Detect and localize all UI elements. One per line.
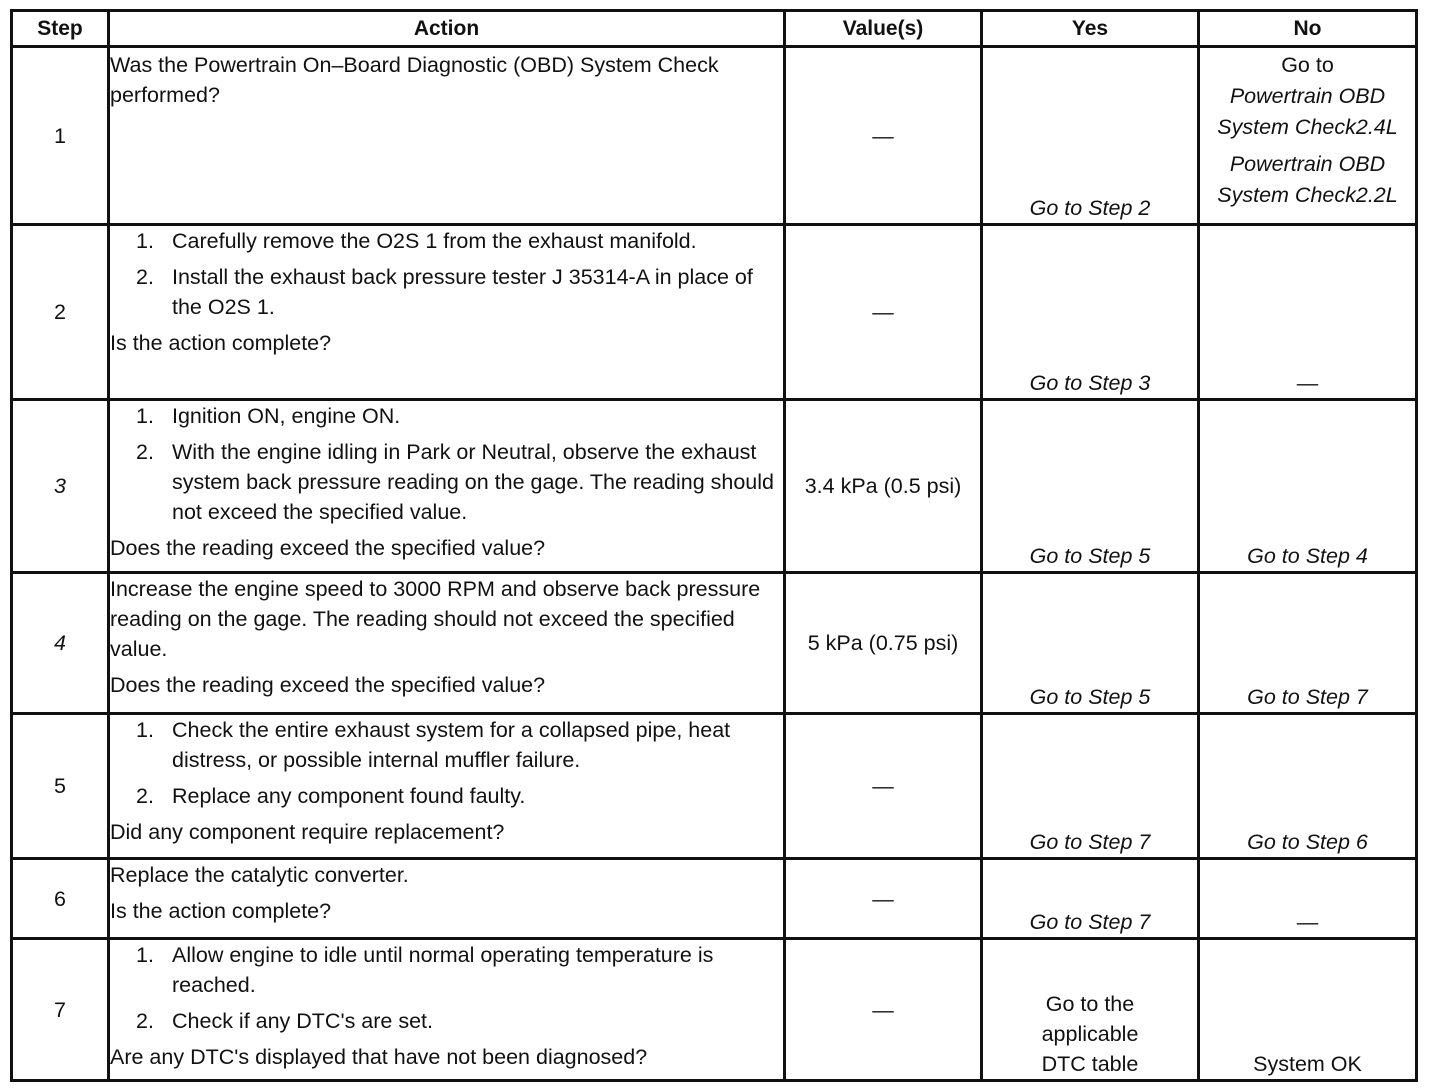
action-item-number: 2. bbox=[136, 1009, 154, 1033]
no-cell: Go to Step 6 bbox=[1199, 714, 1417, 859]
yes-cell: Go to Step 2 bbox=[982, 47, 1199, 225]
action-list bbox=[110, 226, 783, 322]
header-step: Step bbox=[12, 11, 109, 47]
action-item-text: Check the entire exhaust system for a collapsed pipe, heat distress, or possible internal muffler failure. bbox=[172, 718, 731, 772]
step-number: 3 bbox=[12, 400, 109, 573]
action-item bbox=[110, 437, 783, 527]
header-action: Action bbox=[109, 11, 785, 47]
action-item-number: 2. bbox=[136, 265, 154, 289]
yes-line: Go to the bbox=[1045, 992, 1135, 1016]
action-item-number: 1. bbox=[136, 229, 154, 253]
step-number: 5 bbox=[12, 714, 109, 859]
action-item bbox=[110, 226, 783, 256]
step-number: 4 bbox=[12, 573, 109, 714]
diagnostic-table bbox=[10, 9, 1418, 1082]
step-number: 6 bbox=[12, 859, 109, 939]
action-cell bbox=[109, 859, 785, 939]
no-ref2-line2: System Check2.2L bbox=[1217, 183, 1398, 207]
action-item-text: Replace any component found faulty. bbox=[172, 784, 526, 808]
action-question: Is the action complete? bbox=[110, 899, 332, 923]
no-reference-block bbox=[1200, 50, 1415, 211]
no-cell: Go to Step 4 bbox=[1199, 400, 1417, 573]
value-cell: — bbox=[785, 859, 982, 939]
action-item bbox=[110, 781, 783, 811]
action-question: Does the reading exceed the specified value? bbox=[110, 536, 546, 560]
step-number: 2 bbox=[12, 225, 109, 400]
table-row bbox=[12, 859, 1417, 939]
yes-line: applicable bbox=[1041, 1022, 1139, 1046]
action-item bbox=[110, 262, 783, 322]
header-row bbox=[12, 11, 1417, 47]
value-cell: — bbox=[785, 225, 982, 400]
step-number: 1 bbox=[12, 47, 109, 225]
action-cell bbox=[109, 47, 785, 225]
action-text: Replace the catalytic converter. bbox=[110, 863, 409, 887]
table-row bbox=[12, 939, 1417, 1081]
action-cell bbox=[109, 714, 785, 859]
action-cell bbox=[109, 225, 785, 400]
header-values: Value(s) bbox=[785, 11, 982, 47]
no-cell: Go to Step 7 bbox=[1199, 573, 1417, 714]
no-cell bbox=[1199, 47, 1417, 225]
header-no: No bbox=[1199, 11, 1417, 47]
action-item-number: 2. bbox=[136, 784, 154, 808]
action-question: Are any DTC's displayed that have not been diagnosed? bbox=[110, 1045, 648, 1069]
yes-cell: Go to Step 7 bbox=[982, 714, 1199, 859]
header-yes: Yes bbox=[982, 11, 1199, 47]
no-ref1-line2: System Check2.4L bbox=[1217, 115, 1398, 139]
action-item bbox=[110, 940, 783, 1000]
no-ref1-line1: Powertrain OBD bbox=[1229, 84, 1386, 108]
value-cell: 5 kPa (0.75 psi) bbox=[785, 573, 982, 714]
table-row bbox=[12, 47, 1417, 225]
action-item bbox=[110, 401, 783, 431]
no-cell: System OK bbox=[1199, 939, 1417, 1081]
action-item-text: Ignition ON, engine ON. bbox=[172, 404, 401, 428]
no-cell: — bbox=[1199, 859, 1417, 939]
action-item-number: 2. bbox=[136, 440, 154, 464]
action-item-number: 1. bbox=[136, 718, 154, 742]
action-item-text: Carefully remove the O2S 1 from the exhaust manifold. bbox=[172, 229, 697, 253]
action-item-number: 1. bbox=[136, 404, 154, 428]
value-cell: 3.4 kPa (0.5 psi) bbox=[785, 400, 982, 573]
action-list bbox=[110, 940, 783, 1036]
yes-line: DTC table bbox=[1041, 1052, 1139, 1076]
action-text: Increase the engine speed to 3000 RPM and observe back pressure reading on the gage. The reading should not exceed the specified value. bbox=[110, 577, 761, 661]
table-row bbox=[12, 573, 1417, 714]
action-list bbox=[110, 401, 783, 527]
yes-cell: Go to Step 7 bbox=[982, 859, 1199, 939]
action-item-text: Check if any DTC's are set. bbox=[172, 1009, 433, 1033]
action-item bbox=[110, 715, 783, 775]
action-item-text: Allow engine to idle until normal operating temperature is reached. bbox=[172, 943, 714, 997]
no-goto-label: Go to bbox=[1281, 53, 1334, 77]
action-cell bbox=[109, 400, 785, 573]
action-item-text: With the engine idling in Park or Neutral, observe the exhaust system back pressure reading on the gage. The reading should not exceed the specified value. bbox=[172, 440, 774, 524]
value-cell: — bbox=[785, 47, 982, 225]
step-number: 7 bbox=[12, 939, 109, 1081]
table-row bbox=[12, 400, 1417, 573]
value-cell: — bbox=[785, 714, 982, 859]
action-cell bbox=[109, 573, 785, 714]
action-item bbox=[110, 1006, 783, 1036]
yes-cell bbox=[982, 939, 1199, 1081]
yes-cell: Go to Step 3 bbox=[982, 225, 1199, 400]
action-question: Does the reading exceed the specified value? bbox=[110, 673, 546, 697]
value-cell: — bbox=[785, 939, 982, 1081]
no-cell: — bbox=[1199, 225, 1417, 400]
no-ref2-line1: Powertrain OBD bbox=[1229, 152, 1386, 176]
action-text: Was the Powertrain On–Board Diagnostic (OBD) System Check performed? bbox=[110, 53, 719, 107]
action-item-number: 1. bbox=[136, 943, 154, 967]
action-list bbox=[110, 715, 783, 811]
action-question: Is the action complete? bbox=[110, 331, 332, 355]
yes-cell: Go to Step 5 bbox=[982, 573, 1199, 714]
table-row bbox=[12, 225, 1417, 400]
action-item-text: Install the exhaust back pressure tester J 35314-A in place of the O2S 1. bbox=[172, 265, 753, 319]
yes-cell: Go to Step 5 bbox=[982, 400, 1199, 573]
action-question: Did any component require replacement? bbox=[110, 820, 505, 844]
action-cell bbox=[109, 939, 785, 1081]
table-row bbox=[12, 714, 1417, 859]
